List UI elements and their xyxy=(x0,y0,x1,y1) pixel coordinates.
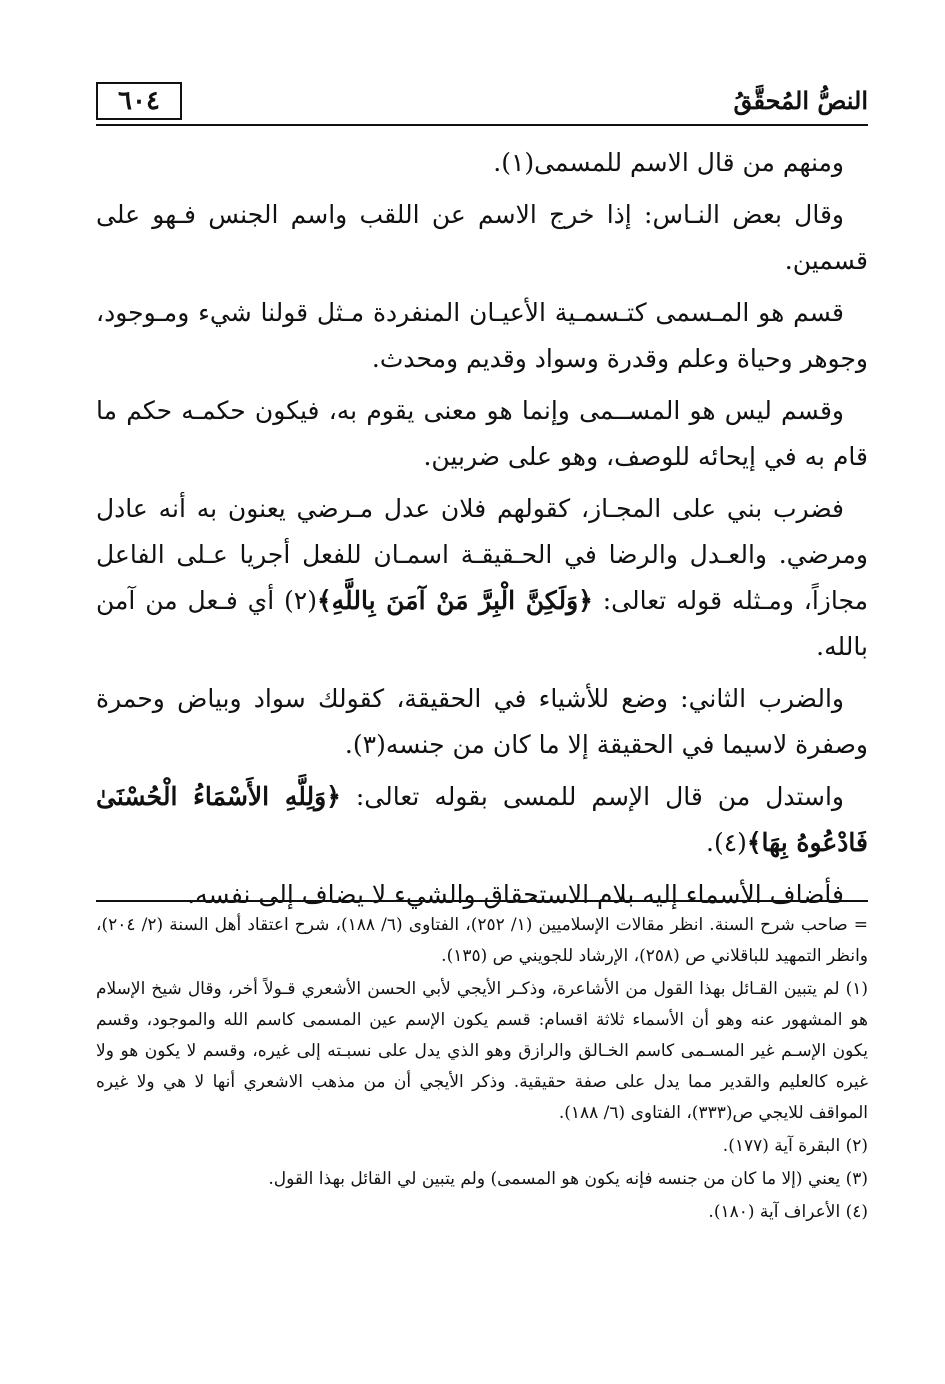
paragraph-1: ومنهم من قال الاسم للمسمى(١). xyxy=(493,148,844,177)
footnote: (١) لم يتبين القـائل بهذا القول من الأشاعرة، وذكـر الأيجي لأبي الحسن الأشعري قـولاً أخر، وقال شيخ الإسلام هو المشهور عنه وهو أن الأسماء ثلاثة اقسام: قسم يكون الإسم عين المسمى كاسم الله والموجود، وقسم يكون الإسـم غير المسـمى كاسم الخـالق والرازق وهو الذي يدل على نسبـته إلى غيره، وقسم لا يكون هو ولا غيره كالعليم والقدير مما يدل على صفة حقيقية. وذكر الأيجي أن من مذهب الاشعري أنها لا هي ولا غيره المواقف للايجي ص(٣٣٣)، الفتاوى (٦/ ١٨٨). xyxy=(96,979,868,1123)
header-rule xyxy=(96,124,868,126)
paragraph-6: والضرب الثاني: وضع للأشياء في الحقيقة، كقولك سواد وبياض وحمرة وصفرة لاسيما في الحقيقة إلا ما كان من جنسه(٣). xyxy=(96,684,868,759)
paragraph-3: قسم هو المـسمى كتـسمـية الأعيـان المنفردة مـثل قولنا شيء ومـوجود، وجوهر وحياة وعلم وقدرة وسواد وقديم ومحدث. xyxy=(96,298,868,373)
paragraph-5 xyxy=(96,486,868,670)
footnote: (٣) يعني (إلا ما كان من جنسه فإنه يكون هو المسمى) ولم يتبين لي القائل بهذا القول. xyxy=(268,1169,868,1189)
quran-verse: ﴿وَلِلَّهِ الأَسْمَاءُ الْحُسْنَىٰ فَادْعُوهُ بِهَا﴾ xyxy=(96,782,868,857)
paragraph-8: فأضاف الأسماء إليه بلام الاستحقاق والشيء لا يضاف إلى نفسه. xyxy=(187,880,844,909)
page-header xyxy=(96,72,868,130)
page-number: ٦٠٤ xyxy=(96,82,182,120)
paragraph-7-tail: (٤). xyxy=(706,828,747,857)
footnote: (٢) البقرة آية (١٧٧). xyxy=(722,1136,868,1156)
footnote: = صاحب شرح السنة. انظر مقالات الإسلاميين (١/ ٢٥٢)، الفتاوى (٦/ ١٨٨)، شرح اعتقاد أهل السنة (٢/ ٢٠٤)، وانظر التمهيد للباقلاني ص (٢٥٨)، الإرشاد للجويني ص (١٣٥). xyxy=(96,915,868,966)
paragraph-5-text: فضرب بني على المجـاز، كقولهم فلان عدل مـرضي يعنون به أنه عادل ومرضي. والعـدل والرضا في الحـقيقـة اسمـان للفعل أجريا عـلى الفاعل مجازاً، ومـثله قوله تعالى: xyxy=(96,494,868,615)
paragraph-5-tail: (٢) أي فـعل من آمن بالله. xyxy=(96,586,868,661)
footnote-rule xyxy=(96,900,868,902)
main-text xyxy=(96,140,868,924)
running-title: النصُّ المُحقَّقُ xyxy=(733,86,868,115)
paragraph-7 xyxy=(96,774,868,866)
footnotes xyxy=(96,910,868,1230)
paragraph-7-text: واستدل من قال الإسم للمسى بقوله تعالى: xyxy=(355,782,844,811)
paragraph-4: وقسم ليس هو المســمى وإنما هو معنى يقوم به، فيكون حكمـه حكم ما قام به في إيحائه للوصف، وهو على ضربين. xyxy=(96,396,868,471)
paragraph-2: وقال بعض النـاس: إذا خرج الاسم عن اللقب واسم الجنس فـهو على قسمين. xyxy=(96,200,868,275)
quran-verse: ﴿وَلَكِنَّ الْبِرَّ مَنْ آمَنَ بِاللَّهِ﴾ xyxy=(317,586,593,615)
footnote: (٤) الأعراف آية (١٨٠). xyxy=(708,1202,868,1222)
